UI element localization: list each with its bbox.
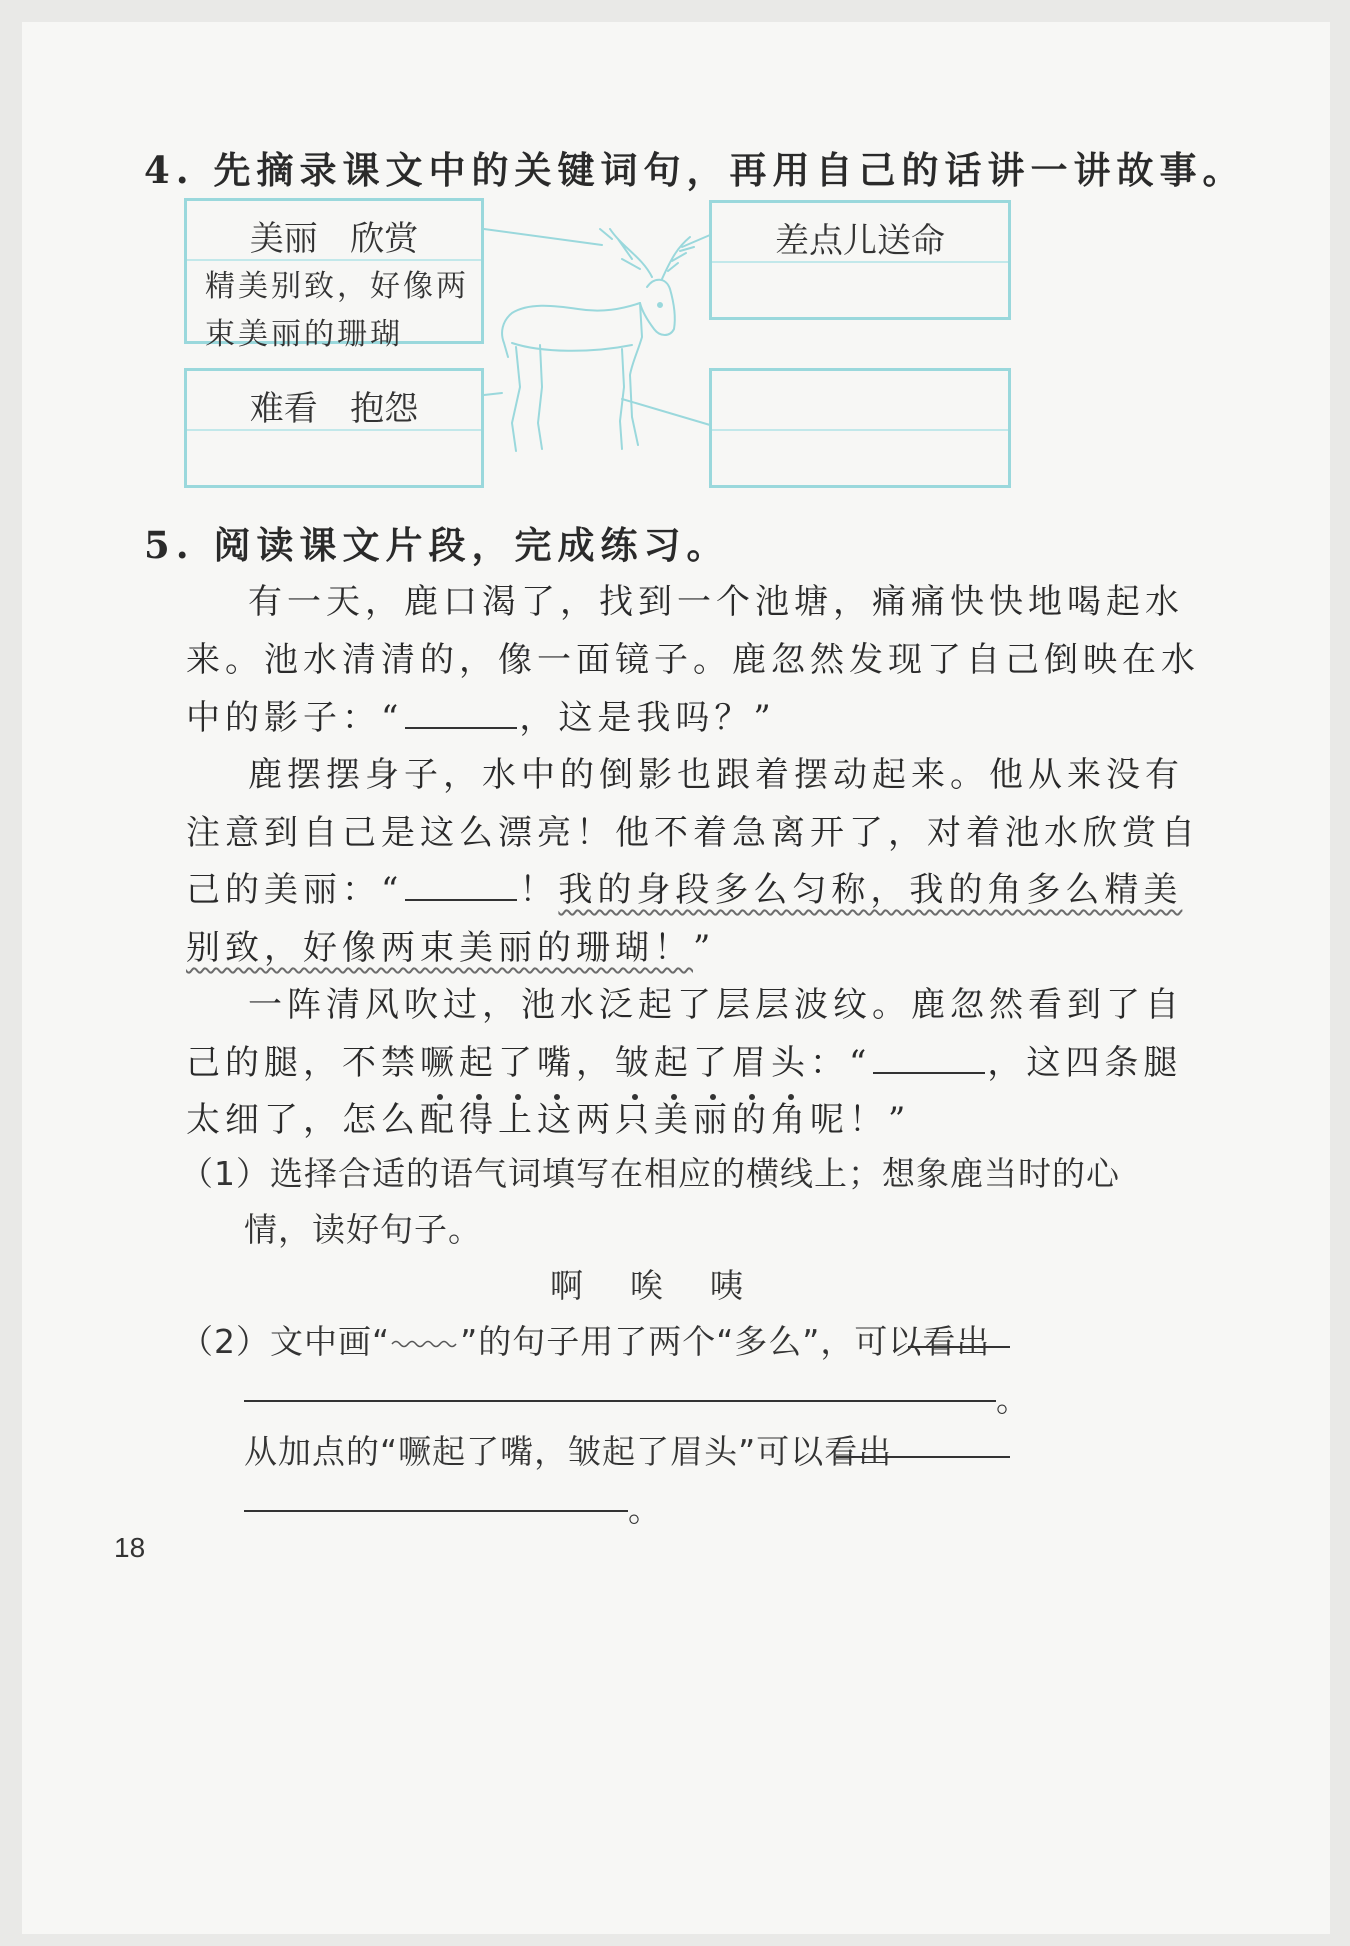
page-number: 18 (114, 1532, 146, 1563)
passage-text: ：“ (810, 1043, 872, 1083)
subquestion-3: 从加点的“噘起了嘴，皱起了眉头”可以看出 (244, 1432, 893, 1471)
dotted-char: 眉 (732, 1035, 771, 1084)
answer-line[interactable] (244, 1510, 628, 1512)
passage-text: ， (576, 1043, 615, 1083)
period: 。 (628, 1490, 662, 1529)
box-divider (712, 429, 1008, 431)
dotted-char: 头 (771, 1035, 810, 1084)
box-divider (187, 259, 481, 261)
connector-line (484, 229, 602, 245)
dotted-phrase-pout (420, 1035, 576, 1084)
passage-p2-line2: 注意到自己是这么漂亮！他不着急离开了，对着池水欣赏自 (186, 813, 1200, 853)
passage-text: ，这是我吗？” (519, 698, 776, 738)
dotted-phrase-frown (615, 1035, 810, 1084)
answer-line[interactable] (908, 1346, 1010, 1348)
dotted-char: 噘 (420, 1035, 459, 1084)
passage-p1-line1: 有一天，鹿口渴了，找到一个池塘，痛痛快快地喝起水 (248, 582, 1184, 622)
answer-line[interactable] (836, 1456, 1010, 1458)
subquestion-2 (180, 1316, 990, 1363)
passage-text: ，这四条腿 (987, 1043, 1183, 1083)
deer-illustration (482, 217, 712, 457)
keyword-box-nearly-died (709, 200, 1011, 320)
passage-text: 己的腿，不禁 (186, 1043, 420, 1083)
q4-title: 4. 先摘录课文中的关键词句，再用自己的话讲一讲故事。 (144, 148, 1246, 192)
connector-line (622, 399, 710, 425)
passage-p2-line4 (186, 920, 715, 969)
passage-p2-line3 (186, 862, 1182, 911)
connector-line (484, 393, 502, 395)
answer-blank-2[interactable] (405, 869, 517, 901)
passage-text: ” (693, 928, 716, 968)
passage-p3-line2 (186, 1035, 1182, 1084)
box-divider (712, 261, 1008, 263)
passage-text: 己的美丽：“ (186, 870, 404, 910)
dotted-char: 皱 (615, 1035, 654, 1084)
answer-blank-1[interactable] (405, 697, 517, 729)
passage-text: 中的影子：“ (186, 698, 404, 738)
keyword-box-nearly-died-heading: 差点儿送命 (775, 221, 945, 261)
passage-p1-line3 (186, 690, 776, 739)
passage-p3-line1: 一阵清风吹过，池水泛起了层层波纹。鹿忽然看到了自 (248, 985, 1184, 1025)
keyword-box-beautiful-heading: 美丽 欣赏 (249, 219, 419, 259)
wavy-underlined-sentence: 别致，好像两束美丽的珊瑚！ (186, 928, 693, 968)
subquestion-text: （2）文中画“ (180, 1322, 391, 1361)
dotted-char: 起 (654, 1035, 693, 1084)
interjection-choices: 啊 唉 咦 (550, 1266, 744, 1305)
keyword-box-ugly-heading: 难看 抱怨 (249, 389, 419, 429)
q5-title: 5. 阅读课文片段，完成练习。 (144, 523, 730, 567)
passage-p1-line2: 来。池水清清的，像一面镜子。鹿忽然发现了自己倒映在水 (186, 640, 1200, 680)
passage-text: ！ (519, 870, 559, 910)
dotted-char: 了 (498, 1035, 537, 1084)
keyword-box-blank (709, 368, 1011, 488)
subquestion-text: ”的句子用了两个“多么”，可以看出 (460, 1322, 991, 1361)
dotted-char: 起 (459, 1035, 498, 1084)
subquestion-1-line2: 情，读好句子。 (244, 1210, 482, 1249)
answer-blank-3[interactable] (873, 1042, 985, 1074)
dotted-char: 嘴 (537, 1035, 576, 1084)
keyword-box-ugly (184, 368, 484, 488)
wavy-underlined-sentence: 我的身段多么匀称，我的角多么精美 (558, 870, 1183, 910)
box-divider (187, 429, 481, 431)
passage-p2-line1: 鹿摆摆身子，水中的倒影也跟着摆动起来。他从来没有 (248, 755, 1184, 795)
subquestion-1-line1: （1）选择合适的语气词填写在相应的横线上；想象鹿当时的心 (180, 1154, 1120, 1193)
passage-p3-line3: 太细了，怎么配得上这两只美丽的角呢！” (186, 1100, 911, 1140)
keyword-box-beautiful (184, 198, 484, 352)
dotted-char: 了 (693, 1035, 732, 1084)
workbook-page (22, 22, 1330, 1934)
answer-line[interactable] (244, 1400, 996, 1402)
wavy-line-symbol (390, 1337, 460, 1351)
keyword-box-beautiful-note: 精美别致，好像两束美丽的珊瑚 (205, 269, 469, 352)
period: 。 (996, 1380, 1030, 1419)
